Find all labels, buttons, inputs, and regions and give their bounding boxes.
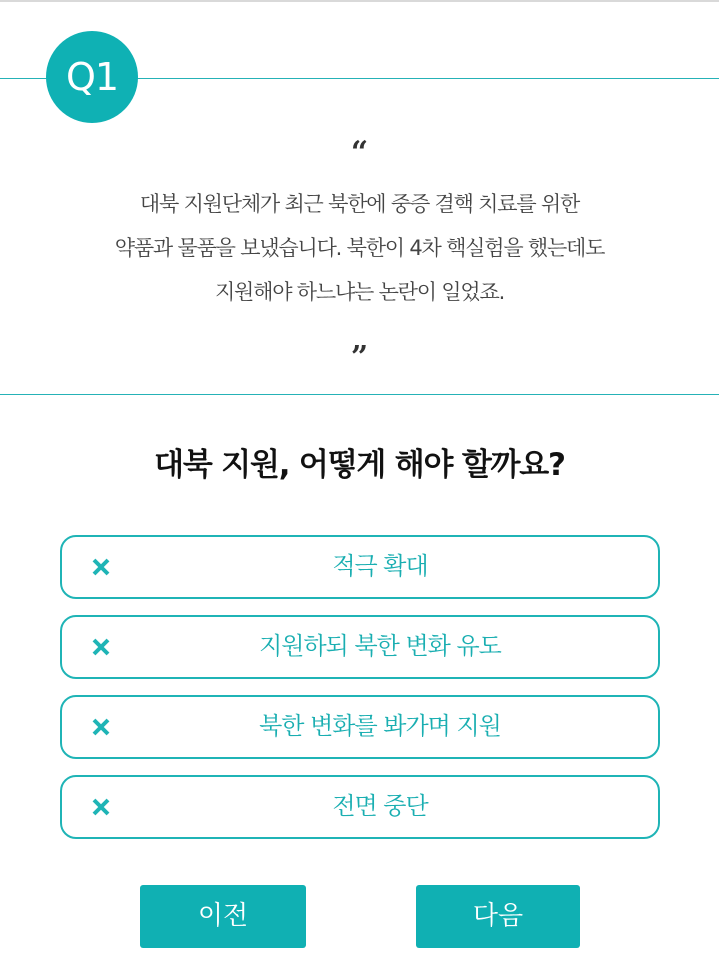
option-label: 적극 확대 [332,552,428,580]
quote-line: 약품과 물품을 보냈습니다. 북한이 4차 핵실험을 했는데도 [114,236,605,260]
option-active-expansion[interactable] [60,535,660,599]
x-icon [89,635,113,659]
bottom-divider [0,394,719,395]
option-label: 지원하되 북한 변화 유도 [259,632,501,660]
quote-line: 지원해야 하느냐는 논란이 일었죠. [214,280,505,304]
option-full-stop[interactable] [60,775,660,839]
x-icon [89,555,113,579]
quote-text [60,184,659,316]
top-border [0,0,719,2]
previous-button[interactable]: 이전 [140,885,306,948]
x-icon [89,715,113,739]
option-label: 북한 변화를 봐가며 지원 [259,712,501,740]
option-label: 전면 중단 [332,792,428,820]
question-number-badge: Q1 [46,31,138,123]
option-support-with-change[interactable] [60,615,660,679]
next-button[interactable]: 다음 [416,885,580,948]
close-quote-icon: ” [350,340,369,375]
question-title: 대북 지원, 어떻게 해야 할까요? [154,447,565,483]
option-support-conditional[interactable] [60,695,660,759]
open-quote-icon: “ [350,135,369,170]
x-icon [89,795,113,819]
answer-options [60,535,660,855]
quote-line: 대북 지원단체가 최근 북한에 중증 결핵 치료를 위한 [139,192,580,216]
